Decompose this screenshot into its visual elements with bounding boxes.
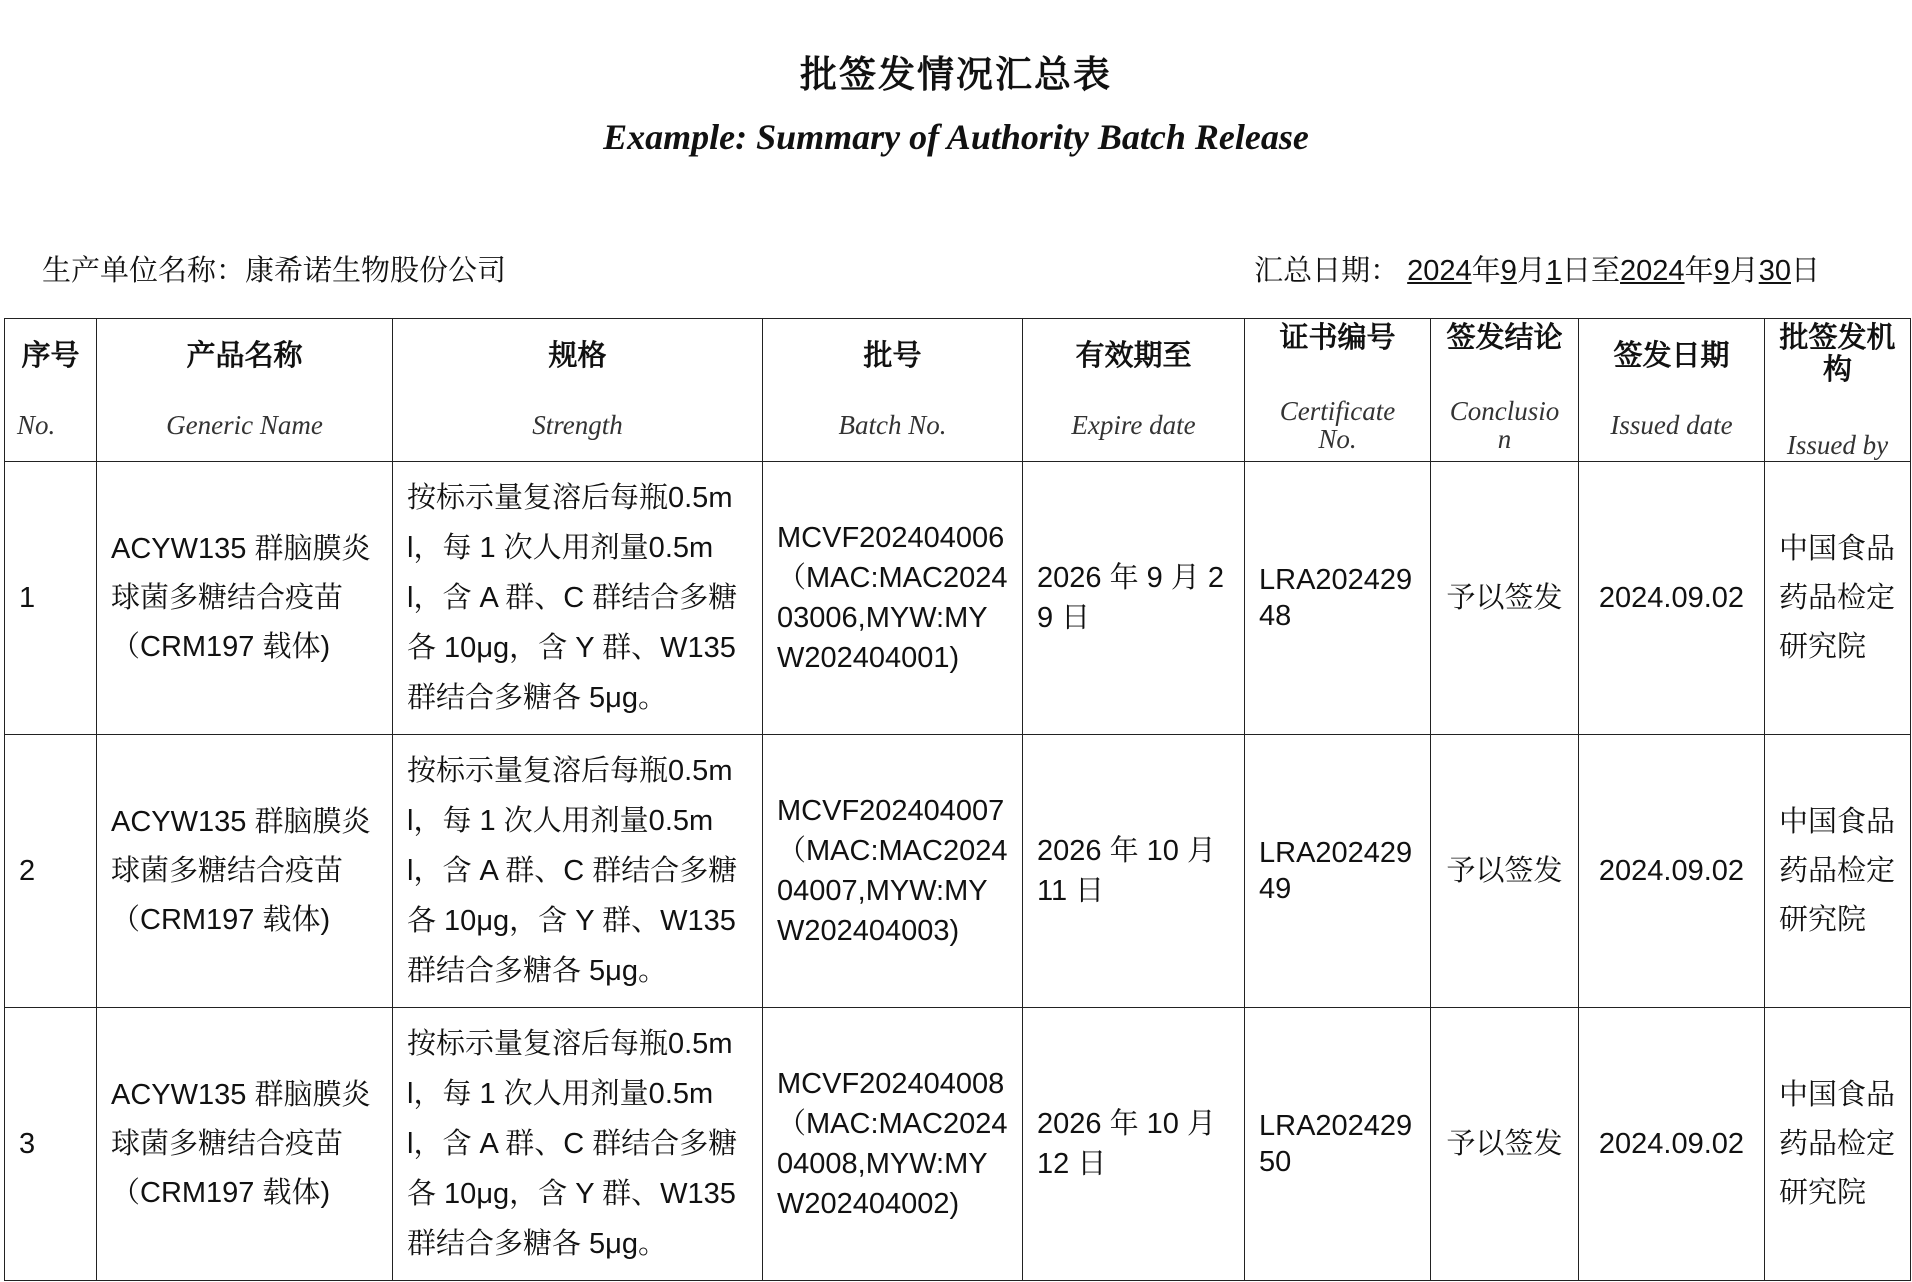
cell-generic-name: ACYW135 群脑膜炎球菌多糖结合疫苗（CRM197 载体) — [97, 462, 393, 735]
cell-conclusion: 予以签发 — [1431, 1008, 1579, 1281]
cell-certificate-no: LRA20242950 — [1245, 1008, 1431, 1281]
cell-issued-date: 2024.09.02 — [1579, 462, 1765, 735]
header-batch-en: Batch No. — [838, 410, 947, 440]
header-strength-en: Strength — [532, 410, 623, 440]
cell-expire-date: 2026 年 10 月12 日 — [1023, 1008, 1245, 1281]
day-unit-2: 日 — [1790, 255, 1820, 287]
producer-line — [42, 248, 506, 289]
cell-strength: 按标示量复溶后每瓶0.5ml，每 1 次人用剂量0.5ml，含 A 群、C 群结合多糖各 10μg，含 Y 群、W135 群结合多糖各 5μg。 — [393, 735, 763, 1008]
table-header-row — [5, 319, 1911, 462]
date-to: 至 — [1591, 255, 1621, 287]
cell-certificate-no: LRA20242948 — [1245, 462, 1431, 735]
header-strength-cn: 规格 — [548, 338, 607, 372]
header-certificate-no — [1245, 319, 1431, 462]
summary-date — [1254, 248, 1820, 289]
end-month: 9 — [1713, 255, 1730, 287]
cell-issued-by: 中国食品药品检定研究院 — [1765, 735, 1911, 1008]
cell-conclusion: 予以签发 — [1431, 462, 1579, 735]
header-issued-date — [1579, 319, 1765, 462]
header-no-cn: 序号 — [21, 338, 80, 372]
header-issued-by — [1765, 319, 1911, 462]
month-unit-2: 月 — [1729, 255, 1759, 287]
header-conclusion — [1431, 319, 1579, 462]
header-expire-cn: 有效期至 — [1075, 338, 1192, 372]
year-unit-2: 年 — [1684, 255, 1714, 287]
page-title-cn: 批签发情况汇总表 — [800, 52, 1112, 96]
producer-label: 生产单位名称： — [42, 255, 246, 287]
table-row — [5, 1008, 1911, 1281]
header-issued-date-en: Issued date — [1610, 410, 1733, 440]
header-issued-by-cn: 批签发机构 — [1779, 320, 1896, 386]
header-generic-name — [97, 319, 393, 462]
header-no — [5, 319, 97, 462]
header-conclusion-cn: 签发结论 — [1446, 320, 1563, 354]
cell-strength: 按标示量复溶后每瓶0.5ml，每 1 次人用剂量0.5ml，含 A 群、C 群结合多糖各 10μg，含 Y 群、W135 群结合多糖各 5μg。 — [393, 462, 763, 735]
month-unit: 月 — [1516, 255, 1546, 287]
summary-date-label: 汇总日期： — [1254, 255, 1400, 287]
start-day: 1 — [1545, 255, 1562, 287]
cell-batch-no: MCVF202404006（MAC:MAC202403006,MYW:MYW202404001) — [763, 462, 1023, 735]
page-title-en: Example: Summary of Authority Batch Release — [603, 117, 1309, 157]
cell-issued-by: 中国食品药品检定研究院 — [1765, 1008, 1911, 1281]
cell-issued-date: 2024.09.02 — [1579, 735, 1765, 1008]
header-batch-cn: 批号 — [863, 338, 922, 372]
cell-no: 3 — [5, 1008, 97, 1281]
header-name-cn: 产品名称 — [186, 338, 303, 372]
end-day: 30 — [1758, 255, 1791, 287]
header-batch-no — [763, 319, 1023, 462]
cell-no: 1 — [5, 462, 97, 735]
day-unit: 日 — [1562, 255, 1592, 287]
cell-certificate-no: LRA20242949 — [1245, 735, 1431, 1008]
cell-no: 2 — [5, 735, 97, 1008]
header-certificate-en: Certificate No. — [1279, 396, 1396, 454]
cell-expire-date: 2026 年 10 月11 日 — [1023, 735, 1245, 1008]
header-name-en: Generic Name — [166, 410, 323, 440]
header-no-en: No. — [17, 410, 56, 440]
cell-conclusion: 予以签发 — [1431, 735, 1579, 1008]
header-issued-by-en: Issued by — [1786, 430, 1889, 460]
header-expire-date — [1023, 319, 1245, 462]
cell-generic-name: ACYW135 群脑膜炎球菌多糖结合疫苗（CRM197 载体) — [97, 1008, 393, 1281]
header-conclusion-en: Conclusion — [1449, 396, 1560, 454]
table-row — [5, 735, 1911, 1008]
header-expire-en: Expire date — [1071, 410, 1196, 440]
cell-batch-no: MCVF202404008（MAC:MAC202404008,MYW:MYW202404002) — [763, 1008, 1023, 1281]
end-year: 2024 — [1620, 255, 1685, 287]
cell-generic-name: ACYW135 群脑膜炎球菌多糖结合疫苗（CRM197 载体) — [97, 735, 393, 1008]
table-row — [5, 462, 1911, 735]
cell-issued-by: 中国食品药品检定研究院 — [1765, 462, 1911, 735]
header-certificate-cn: 证书编号 — [1279, 320, 1396, 354]
cell-expire-date: 2026 年 9 月 29 日 — [1023, 462, 1245, 735]
header-strength — [393, 319, 763, 462]
producer-value: 康希诺生物股份公司 — [245, 255, 507, 287]
cell-batch-no: MCVF202404007（MAC:MAC202404007,MYW:MYW202404003) — [763, 735, 1023, 1008]
cell-strength: 按标示量复溶后每瓶0.5ml，每 1 次人用剂量0.5ml，含 A 群、C 群结合多糖各 10μg，含 Y 群、W135 群结合多糖各 5μg。 — [393, 1008, 763, 1281]
start-month: 9 — [1500, 255, 1517, 287]
batch-release-table — [4, 318, 1911, 1281]
header-issued-date-cn: 签发日期 — [1613, 338, 1730, 372]
start-year: 2024 — [1407, 255, 1472, 287]
cell-issued-date: 2024.09.02 — [1579, 1008, 1765, 1281]
year-unit: 年 — [1471, 255, 1501, 287]
